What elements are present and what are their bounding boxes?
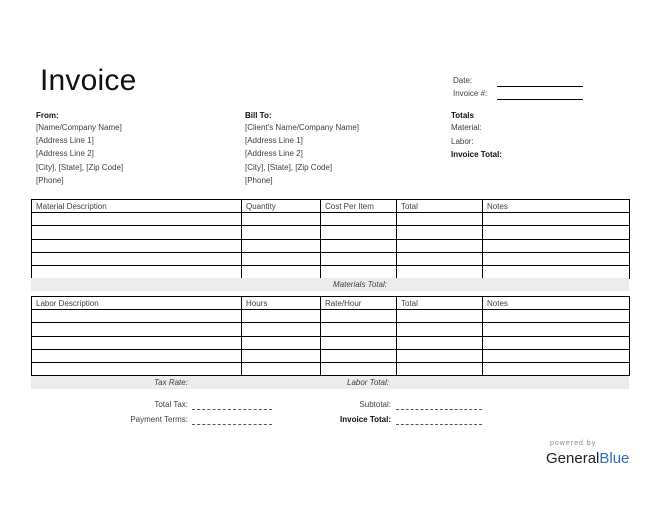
table-cell[interactable] bbox=[32, 226, 242, 239]
table-row bbox=[32, 252, 630, 265]
payment-terms-label: Payment Terms: bbox=[130, 415, 188, 424]
materials-total-bar bbox=[31, 278, 629, 291]
materials-header-row bbox=[32, 200, 630, 213]
labor-description-header: Labor Description bbox=[32, 297, 242, 310]
bill-to-line[interactable]: [Address Line 1] bbox=[245, 136, 303, 146]
table-cell[interactable] bbox=[483, 265, 630, 278]
from-line[interactable]: [Phone] bbox=[36, 175, 64, 185]
materials-table bbox=[31, 199, 630, 279]
table-cell[interactable] bbox=[483, 239, 630, 252]
cost-per-item-header: Cost Per Item bbox=[321, 200, 397, 213]
labor-total-label: Labor: bbox=[451, 136, 474, 146]
from-line[interactable]: [Address Line 2] bbox=[36, 149, 94, 159]
table-cell[interactable] bbox=[242, 310, 321, 323]
powered-by-text: powered by bbox=[550, 440, 597, 447]
table-cell[interactable] bbox=[483, 336, 630, 349]
subtotal-field[interactable] bbox=[396, 409, 482, 410]
table-cell[interactable] bbox=[32, 310, 242, 323]
table-cell[interactable] bbox=[397, 310, 483, 323]
total-tax-label: Total Tax: bbox=[154, 400, 188, 409]
bill-to-heading: Bill To: bbox=[245, 111, 272, 120]
brand-name-part2: Blue bbox=[599, 450, 630, 467]
table-cell[interactable] bbox=[242, 336, 321, 349]
labor-total-header: Total bbox=[397, 297, 483, 310]
table-cell[interactable] bbox=[397, 349, 483, 362]
table-cell[interactable] bbox=[397, 323, 483, 336]
table-cell[interactable] bbox=[32, 349, 242, 362]
table-cell[interactable] bbox=[483, 213, 630, 226]
bill-to-line[interactable]: [City], [State], [Zip Code] bbox=[245, 162, 333, 172]
table-cell[interactable] bbox=[397, 362, 483, 375]
table-cell[interactable] bbox=[242, 226, 321, 239]
tax-rate-label: Tax Rate: bbox=[154, 378, 188, 387]
table-cell[interactable] bbox=[242, 252, 321, 265]
payment-terms-field[interactable] bbox=[192, 424, 272, 425]
labor-total-bar bbox=[31, 376, 629, 389]
table-row bbox=[32, 336, 630, 349]
table-cell[interactable] bbox=[321, 349, 397, 362]
brand-name-part1: General bbox=[546, 450, 600, 467]
table-cell[interactable] bbox=[321, 336, 397, 349]
table-cell[interactable] bbox=[242, 349, 321, 362]
rate-hour-header: Rate/Hour bbox=[321, 297, 397, 310]
total-tax-field[interactable] bbox=[192, 409, 272, 410]
table-cell[interactable] bbox=[242, 362, 321, 375]
invoice-number-field[interactable] bbox=[497, 99, 583, 100]
table-cell[interactable] bbox=[397, 226, 483, 239]
table-row bbox=[32, 226, 630, 239]
invoice-title: Invoice bbox=[40, 64, 137, 97]
totals-heading: Totals bbox=[451, 111, 474, 120]
hours-header: Hours bbox=[242, 297, 321, 310]
table-cell[interactable] bbox=[483, 310, 630, 323]
table-cell[interactable] bbox=[397, 252, 483, 265]
summary-invoice-total-label: Invoice Total: bbox=[340, 415, 391, 424]
date-label: Date: bbox=[453, 76, 473, 85]
date-field[interactable] bbox=[497, 86, 583, 87]
table-cell[interactable] bbox=[242, 265, 321, 278]
table-row bbox=[32, 265, 630, 278]
invoice-number-label: Invoice #: bbox=[453, 89, 488, 98]
material-total-header: Total bbox=[397, 200, 483, 213]
from-heading: From: bbox=[36, 111, 59, 120]
table-cell[interactable] bbox=[483, 226, 630, 239]
summary-invoice-total-field[interactable] bbox=[396, 424, 482, 425]
from-line[interactable]: [City], [State], [Zip Code] bbox=[36, 162, 124, 172]
labor-notes-header: Notes bbox=[483, 297, 630, 310]
material-description-header: Material Description bbox=[32, 200, 242, 213]
invoice-total-label: Invoice Total: bbox=[451, 150, 502, 159]
table-cell[interactable] bbox=[32, 239, 242, 252]
quantity-header: Quantity bbox=[242, 200, 321, 213]
from-line[interactable]: [Name/Company Name] bbox=[36, 123, 122, 132]
table-cell[interactable] bbox=[321, 323, 397, 336]
totals-block bbox=[451, 121, 502, 162]
table-cell[interactable] bbox=[397, 336, 483, 349]
table-cell[interactable] bbox=[242, 323, 321, 336]
table-row bbox=[32, 323, 630, 336]
table-cell[interactable] bbox=[397, 239, 483, 252]
table-cell[interactable] bbox=[483, 362, 630, 375]
material-total-label: Material: bbox=[451, 123, 482, 132]
table-row bbox=[32, 213, 630, 226]
table-row bbox=[32, 349, 630, 362]
material-notes-header: Notes bbox=[483, 200, 630, 213]
bill-to-address-block bbox=[245, 121, 359, 187]
materials-total-label: Materials Total: bbox=[333, 280, 387, 289]
table-cell[interactable] bbox=[32, 323, 242, 336]
generalblue-logo[interactable] bbox=[546, 450, 629, 467]
table-cell[interactable] bbox=[32, 336, 242, 349]
table-row bbox=[32, 310, 630, 323]
table-cell[interactable] bbox=[321, 239, 397, 252]
table-cell[interactable] bbox=[483, 323, 630, 336]
labor-total-footer-label: Labor Total: bbox=[347, 378, 389, 387]
subtotal-label: Subtotal: bbox=[359, 400, 391, 409]
labor-header-row bbox=[32, 297, 630, 310]
table-cell[interactable] bbox=[397, 213, 483, 226]
from-line[interactable]: [Address Line 1] bbox=[36, 136, 94, 146]
table-cell[interactable] bbox=[483, 349, 630, 362]
table-cell[interactable] bbox=[321, 265, 397, 278]
table-cell[interactable] bbox=[32, 213, 242, 226]
table-cell[interactable] bbox=[32, 362, 242, 375]
table-row bbox=[32, 239, 630, 252]
table-cell[interactable] bbox=[32, 252, 242, 265]
table-cell[interactable] bbox=[32, 265, 242, 278]
table-cell[interactable] bbox=[321, 213, 397, 226]
bill-to-line[interactable]: [Client's Name/Company Name] bbox=[245, 123, 360, 132]
bill-to-line[interactable]: [Address Line 2] bbox=[245, 149, 303, 159]
table-cell[interactable] bbox=[321, 310, 397, 323]
table-row bbox=[32, 362, 630, 375]
table-cell[interactable] bbox=[242, 239, 321, 252]
table-cell[interactable] bbox=[321, 252, 397, 265]
table-cell[interactable] bbox=[397, 265, 483, 278]
bill-to-line[interactable]: [Phone] bbox=[245, 175, 273, 185]
table-cell[interactable] bbox=[483, 252, 630, 265]
labor-table bbox=[31, 296, 630, 376]
table-cell[interactable] bbox=[242, 213, 321, 226]
table-cell[interactable] bbox=[321, 226, 397, 239]
table-cell[interactable] bbox=[321, 362, 397, 375]
from-address-block bbox=[36, 121, 123, 187]
